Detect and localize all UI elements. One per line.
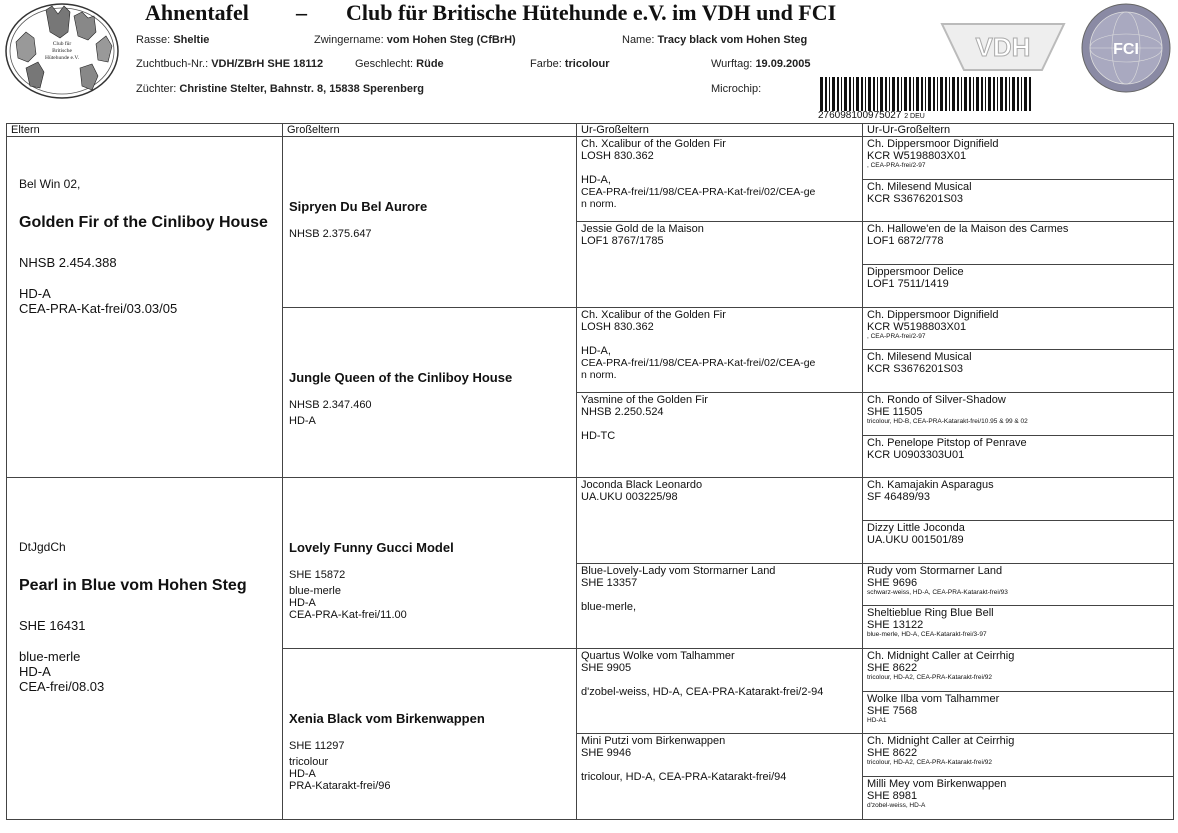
great-great-grandparent-note: tricolour, HD-B, CEA-PRA-Katarakt-frei/10.95 & 99 & 02 [867,418,1028,426]
vdh-logo [938,20,1068,74]
parent-name: Pearl in Blue vom Hohen Steg [19,577,247,595]
great-great-grandparent-registration: SHE 9696 [867,576,918,589]
barcode-bar [904,77,907,111]
barcode-bar [825,77,827,111]
great-great-grandparent-name: Ch. Dippersmoor Dignifield [867,308,999,321]
barcode-bar [901,77,902,111]
great-grandparent-registration: SHE 13357 [581,576,638,589]
great-great-grandparent-note: schwarz-weiss, HD-A, CEA-PRA-Katarakt-frei/93 [867,588,1008,596]
great-grandparent-name: Quartus Wolke vom Talhammer [581,650,735,663]
barcode [818,77,1036,111]
great-great-grandparent-registration: LOF1 6872/778 [867,235,944,248]
barcode-bar [1017,77,1019,111]
great-great-grandparent-name: Ch. Midnight Caller at Ceirrhig [867,735,1015,748]
great-grandparent-health: d'zobel-weiss, HD-A, CEA-PRA-Katarakt-frei/2-94 [581,686,824,699]
great-great-grandparent-cell [863,222,1174,265]
field-wurftag: Wurftag: 19.09.2005 [711,58,811,70]
column-header-grosseltern: Großeltern [283,124,577,137]
great-great-grandparent-cell [863,478,1174,521]
great-great-grandparent-name: Dippersmoor Delice [867,266,964,279]
barcode-bar [969,77,971,111]
barcode-bar [820,77,823,111]
great-grandparent-name: Mini Putzi vom Birkenwappen [581,735,726,748]
field-farbe: Farbe: tricolour [530,58,610,70]
barcode-bar [937,77,938,111]
great-grandparent-health: tricolour, HD-A, CEA-PRA-Katarakt-frei/94 [581,771,787,784]
great-grandparent-cell [577,649,863,734]
barcode-bar [1024,77,1027,111]
barcode-bar [985,77,986,111]
great-grandparent-cell: Ch. Xcalibur of the Golden Fir LOSH 830.362 HD-A, CEA-PRA-frei/11/98/CEA-PRA-Kat-frei/02/CEA-ge n norm. [577,307,863,392]
barcode-bar [897,77,899,111]
barcode-bar [1005,77,1007,111]
barcode-bar [861,77,863,111]
field-name: Name: Tracy black vom Hohen Steg [622,34,808,46]
great-great-grandparent-cell [863,649,1174,692]
great-great-grandparent-cell [863,563,1174,606]
great-great-grandparent-name: Ch. Dippersmoor Dignifield [867,138,999,151]
great-great-grandparent-name: Ch. Kamajakin Asparagus [867,479,994,492]
field-rasse: Rasse: Sheltie [136,34,210,46]
barcode-bar [885,77,887,111]
great-great-grandparent-registration: KCR S3676201S03 [867,363,964,376]
table-row [7,478,1174,521]
great-grandparent-cell: Ch. Xcalibur of the Golden Fir LOSH 830.362 HD-A, CEA-PRA-frei/11/98/CEA-PRA-Kat-frei/02/CEA-ge n norm. [577,137,863,222]
parent-cell [7,478,283,820]
table-row [7,137,1174,180]
great-great-grandparent-registration: SF 46489/93 [867,491,930,504]
great-grandparent-cell [577,393,863,478]
great-grandparent-cell [577,222,863,307]
column-header-eltern: Eltern [7,124,283,137]
great-great-grandparent-registration: SHE 8622 [867,662,918,675]
barcode-bar [964,77,967,111]
barcode-bar [909,77,911,111]
barcode-bar [841,77,842,111]
grandparent-name: Xenia Black vom Birkenwappen [289,711,485,727]
barcode-bar [949,77,950,111]
table-header-row [7,124,1174,137]
great-great-grandparent-cell [863,179,1174,222]
barcode-bar [916,77,919,111]
barcode-bar [957,77,959,111]
great-great-grandparent-registration: KCR S3676201S03 [867,192,964,205]
fci-logo [1078,0,1174,96]
grandparent-health: tricolour HD-A PRA-Katarakt-frei/96 [289,756,391,793]
field-geschlecht: Geschlecht: Rüde [355,58,444,70]
great-great-grandparent-name: Sheltieblue Ring Blue Bell [867,607,994,620]
barcode-bar [997,77,998,111]
great-great-grandparent-registration: SHE 11505 [867,406,923,419]
barcode-bar [865,77,866,111]
great-great-grandparent-registration: KCR W5198803X01 [867,320,967,333]
great-great-grandparent-note: tricolour, HD-A2, CEA-PRA-Katarakt-frei/92 [867,759,992,767]
great-grandparent-name: Ch. Xcalibur of the Golden Fir [581,308,726,321]
page-title: Ahnentafel [145,0,249,25]
parent-title: DtJgdCh [19,540,66,555]
microchip-number: 276098100975027 2 DEU [818,110,925,121]
grandparent-cell [283,137,577,308]
great-great-grandparent-note: blue-merle, HD-A, CEA-Katarakt-frei/3-97 [867,631,987,639]
great-great-grandparent-registration: SHE 13122 [867,619,924,632]
barcode-bar [913,77,914,111]
great-great-grandparent-note: HD-A1 [867,716,887,724]
great-great-grandparent-registration: KCR W5198803X01 [867,150,967,163]
barcode-bar [1009,77,1010,111]
great-great-grandparent-name: Ch. Midnight Caller at Ceirrhig [867,650,1015,663]
great-great-grandparent-name: Milli Mey vom Birkenwappen [867,778,1007,791]
barcode-bar [844,77,847,111]
column-header-ur-grosseltern: Ur-Großeltern [577,124,863,137]
parent-registration: SHE 16431 [19,618,86,634]
great-great-grandparent-cell [863,137,1174,180]
barcode-bar [1021,77,1022,111]
great-great-grandparent-cell [863,435,1174,478]
title-dash: – [296,0,307,25]
barcode-bar [837,77,839,111]
great-grandparent-registration: LOSH 830.362 [581,150,654,163]
barcode-bar [988,77,991,111]
great-grandparent-registration: UA.UKU 003225/98 [581,491,678,504]
barcode-bar [976,77,979,111]
barcode-bar [853,77,854,111]
great-great-grandparent-note: d'zobel-weiss, HD-A [867,802,926,810]
great-great-grandparent-registration: KCR U0903303U01 [867,448,965,461]
great-great-grandparent-note: tricolour, HD-A2, CEA-PRA-Katarakt-frei/92 [867,674,992,682]
barcode-bar [832,77,835,111]
great-grandparent-cell [577,734,863,820]
great-grandparent-cell [577,478,863,563]
great-grandparent-health: HD-A, [581,174,611,187]
column-header-ur-ur-grosseltern: Ur-Ur-Großeltern [863,124,1174,137]
parent-registration: NHSB 2.454.388 [19,255,117,271]
club-name: Club für Britische Hütehunde e.V. im VDH und FCI [346,0,837,25]
grandparent-registration: NHSB 2.375.647 [289,228,372,241]
great-great-grandparent-name: Ch. Milesend Musical [867,351,972,364]
field-zwinger: Zwingername: vom Hohen Steg (CfBrH) [314,34,516,46]
grandparent-registration: SHE 15872 [289,569,346,582]
great-great-grandparent-cell [863,393,1174,436]
great-great-grandparent-name: Dizzy Little Joconda [867,522,965,535]
great-great-grandparent-name: Wolke Ilba vom Talhammer [867,692,1000,705]
barcode-bar [981,77,983,111]
barcode-bar [877,77,878,111]
great-great-grandparent-name: Ch. Rondo of Silver-Shadow [867,394,1006,407]
great-grandparent-name: Yasmine of the Golden Fir [581,394,708,407]
field-zuchtbuch: Zuchtbuch-Nr.: VDH/ZBrH SHE 18112 [136,58,324,70]
parent-health: blue-merle HD-A CEA-frei/08.03 [19,649,105,695]
great-grandparent-cell [577,563,863,648]
fci-text: FCI [1113,41,1139,58]
great-grandparent-registration: LOSH 830.362 [581,320,654,333]
barcode-bar [933,77,935,111]
great-great-grandparent-name: Ch. Milesend Musical [867,180,972,193]
barcode-bar [1012,77,1015,111]
great-great-grandparent-registration: SHE 8622 [867,747,918,760]
great-great-grandparent-cell [863,350,1174,393]
barcode-bar [849,77,851,111]
grandparent-name: Lovely Funny Gucci Model [289,540,454,556]
barcode-bar [940,77,943,111]
great-great-grandparent-registration: LOF1 7511/1419 [867,278,949,291]
great-great-grandparent-note: , CEA-PRA-frei/2-97 [867,162,926,170]
barcode-bar [880,77,883,111]
barcode-bar [892,77,895,111]
grandparent-registration: NHSB 2.347.460 [289,398,372,411]
great-great-grandparent-registration: SHE 7568 [867,704,918,717]
grandparent-health: HD-A [289,414,316,427]
club-logo [4,2,120,100]
logo-text-1: Club für [52,41,72,47]
parent-name: Golden Fir of the Cinliboy House [19,214,268,232]
barcode-bar [928,77,931,111]
vdh-text: VDH [975,32,1031,62]
barcode-bar [829,77,830,111]
great-grandparent-health: HD-TC [581,430,616,443]
field-zuechter: Züchter: Christine Stelter, Bahnstr. 8, 15838 Sperenberg [136,83,424,95]
field-microchip-label: Microchip: [711,83,762,95]
great-grandparent-name: Joconda Black Leonardo [581,479,703,492]
great-grandparent-health: HD-A, [581,344,611,357]
barcode-bar [925,77,926,111]
great-grandparent-name: Ch. Xcalibur of the Golden Fir [581,138,726,151]
grandparent-name: Sipryen Du Bel Aurore [289,199,428,215]
grandparent-cell [283,478,577,649]
parent-health: HD-A CEA-PRA-Kat-frei/03.03/05 [19,286,178,317]
grandparent-cell [283,649,577,820]
barcode-bar [973,77,974,111]
grandparent-registration: SHE 11297 [289,740,345,753]
grandparent-health: blue-merle HD-A CEA-PRA-Kat-frei/11.00 [289,585,407,622]
great-grandparent-name: Jessie Gold de la Maison [581,223,704,236]
great-great-grandparent-cell [863,691,1174,734]
great-grandparent-name: Blue-Lovely-Lady vom Stormarner Land [581,564,776,577]
barcode-bar [961,77,962,111]
parent-cell [7,137,283,478]
great-great-grandparent-cell [863,606,1174,649]
great-great-grandparent-cell [863,307,1174,350]
great-great-grandparent-cell [863,265,1174,308]
barcode-bar [993,77,995,111]
great-great-grandparent-cell [863,521,1174,564]
logo-text-3: Hütehunde e.V. [45,55,79,61]
great-great-grandparent-note: , CEA-PRA-frei/2-97 [867,332,926,340]
pedigree-table [6,123,1174,820]
barcode-bar [921,77,923,111]
logo-text-2: Britische [52,48,72,54]
barcode-bar [952,77,955,111]
great-great-grandparent-name: Ch. Penelope Pitstop of Penrave [867,436,1027,449]
great-great-grandparent-name: Ch. Hallowe'en de la Maison des Carmes [867,223,1069,236]
barcode-bar [1000,77,1003,111]
barcode-bar [945,77,947,111]
grandparent-cell [283,307,577,478]
great-great-grandparent-registration: UA.UKU 001501/89 [867,534,964,547]
great-grandparent-health: blue-merle, [581,600,637,613]
barcode-bar [873,77,875,111]
parent-title: Bel Win 02, [19,177,81,192]
grandparent-name: Jungle Queen of the Cinliboy House [289,369,513,385]
great-great-grandparent-cell [863,777,1174,820]
great-grandparent-registration: LOF1 8767/1785 [581,235,664,248]
great-grandparent-registration: SHE 9946 [581,747,632,760]
great-grandparent-registration: SHE 9905 [581,662,632,675]
great-grandparent-registration: NHSB 2.250.524 [581,406,664,419]
great-great-grandparent-cell [863,734,1174,777]
great-great-grandparent-registration: SHE 8981 [867,790,918,803]
barcode-bar [868,77,871,111]
barcode-bar [1029,77,1031,111]
great-great-grandparent-name: Rudy vom Stormarner Land [867,564,1003,577]
barcode-bar [856,77,859,111]
barcode-bar [889,77,890,111]
